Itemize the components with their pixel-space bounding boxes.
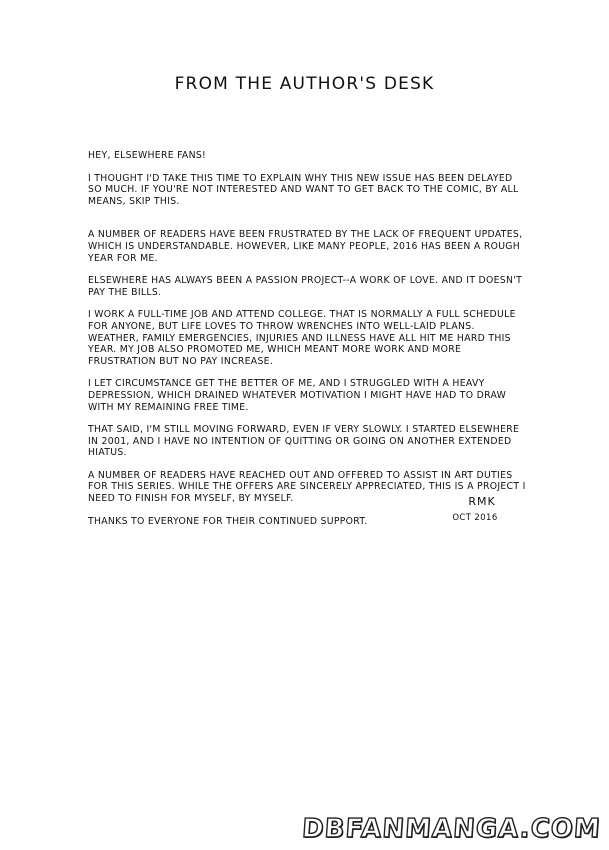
- body-paragraph: ELSEWHERE HAS ALWAYS BEEN A PASSION PROJECT--A WORK OF LOVE. AND IT DOESN'T PAY THE BILLS.: [88, 275, 523, 298]
- author-signature: RMK: [468, 495, 496, 508]
- body-paragraph: A NUMBER OF READERS HAVE REACHED OUT AND OFFERED TO ASSIST IN ART DUTIES FOR THIS SERIES. WHILE THE OFFERS ARE SINCERELY APPRECIATED, THIS IS A PROJECT I NEED TO FINISH FOR MYSELF, BY MYSELF.: [88, 469, 526, 505]
- body-paragraph: THAT SAID, I'M STILL MOVING FORWARD, EVEN IF VERY SLOWLY. I STARTED ELSEWHERE IN 2001, AND I HAVE NO INTENTION OF QUITTING OR GOING ON ANOTHER EXTENDED HIATUS.: [88, 424, 520, 459]
- body-paragraph: I LET CIRCUMSTANCE GET THE BETTER OF ME, AND I STRUGGLED WITH A HEAVY DEPRESSION, WHICH DRAINED WHATEVER MOTIVATION I MIGHT HAVE HAD TO DRAW WITH MY REMAINING FREE TIME.: [88, 378, 507, 413]
- body-paragraph: I THOUGHT I'D TAKE THIS TIME TO EXPLAIN WHY THIS NEW ISSUE HAS BEEN DELAYED SO MUCH. IF YOU'RE NOT INTERESTED AND WANT TO GET BACK TO THE COMIC, BY ALL MEANS, SKIP THIS.: [88, 172, 519, 207]
- letter-body: [88, 150, 528, 538]
- page-title: FROM THE AUTHOR'S DESK: [174, 74, 435, 94]
- signature-date: OCT 2016: [452, 513, 498, 523]
- body-paragraph: I WORK A FULL-TIME JOB AND ATTEND COLLEGE. THAT IS NORMALLY A FULL SCHEDULE FOR ANYONE, BUT LIFE LOVES TO THROW WRENCHES INTO WELL-LAID PLANS. WEATHER, FAMILY EMERGENCIES, INJURIES AND ILLNESS HAVE ALL HIT ME HARD THIS YEAR. MY JOB ALSO PROMOTED ME, WHICH MEANT MORE WORK AND MORE FRUSTRATION BUT NO PAY INCREASE.: [88, 309, 516, 367]
- body-paragraph: A NUMBER OF READERS HAVE BEEN FRUSTRATED BY THE LACK OF FREQUENT UPDATES, WHICH IS UNDERSTANDABLE. HOWEVER, LIKE MANY PEOPLE, 2016 HAS BEEN A ROUGH YEAR FOR ME.: [88, 229, 523, 264]
- greeting-paragraph: HEY, ELSEWHERE FANS!: [88, 150, 207, 161]
- site-watermark: DBFANMANGA.COM: [301, 814, 603, 844]
- closing-paragraph: THANKS TO EVERYONE FOR THEIR CONTINUED SUPPORT.: [88, 515, 368, 527]
